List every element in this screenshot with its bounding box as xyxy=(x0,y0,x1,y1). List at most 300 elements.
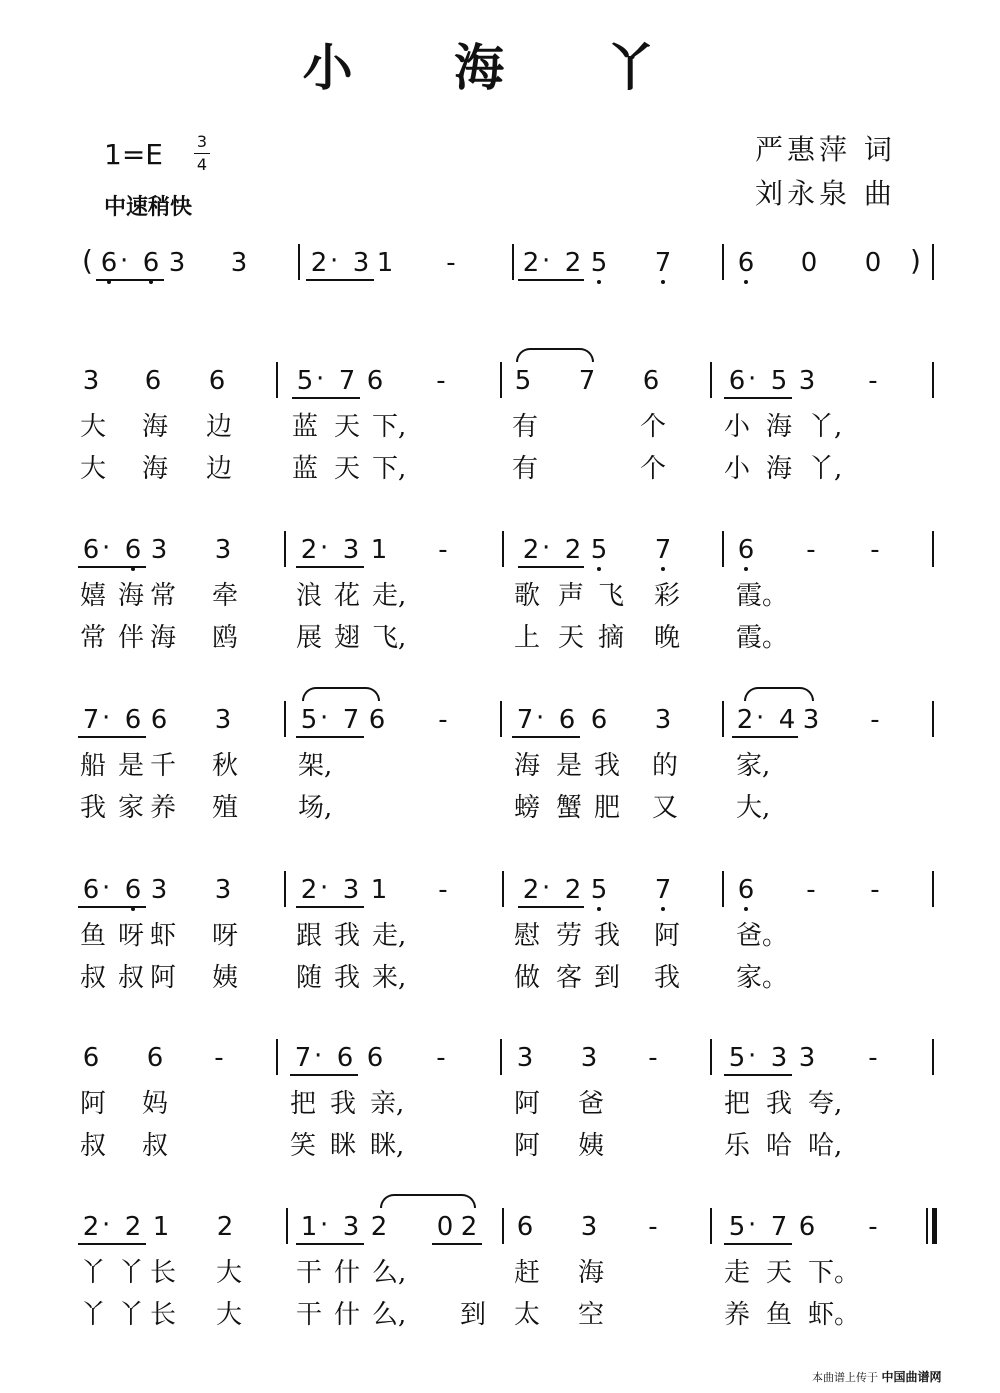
lyric-syllable: 把 xyxy=(724,1089,751,1119)
augmentation-dot: · xyxy=(314,1041,323,1071)
note: 3 xyxy=(214,875,232,905)
lyric-syllable: 海 xyxy=(514,751,541,781)
lyric-syllable: 长 xyxy=(150,1300,177,1330)
beam-underline xyxy=(290,1074,358,1076)
bar-line xyxy=(722,701,724,737)
note: 7 xyxy=(652,875,674,905)
note: 6 xyxy=(590,705,608,735)
lyric-syllable: 天 xyxy=(766,1258,793,1288)
lyric-syllable: 大 xyxy=(216,1300,243,1330)
note: 1 xyxy=(370,875,388,905)
lyric-syllable: 是 xyxy=(118,751,145,781)
lyric-syllable: 长 xyxy=(150,1258,177,1288)
note: 1 xyxy=(300,1212,318,1242)
note: 6 xyxy=(735,248,757,278)
lyric-syllable: 太 xyxy=(514,1300,541,1330)
lyric-syllable: 走, xyxy=(372,921,407,951)
note: 7 xyxy=(82,705,100,735)
tempo-marking: 中速稍快 xyxy=(104,195,193,220)
beam-underline xyxy=(724,1074,792,1076)
note: - xyxy=(436,1043,446,1073)
lyric-syllable: 小 xyxy=(724,454,751,484)
lyric-syllable: 呀 xyxy=(118,921,145,951)
beam-underline xyxy=(732,736,798,738)
note: 1 xyxy=(152,1212,170,1242)
bar-line xyxy=(500,701,502,737)
lyric-syllable: 架, xyxy=(298,751,333,781)
lyric-syllable: 眯 xyxy=(330,1131,357,1161)
lyric-syllable: 海 xyxy=(766,412,793,442)
lyric-syllable: 叔 xyxy=(80,963,107,993)
note: - xyxy=(806,875,816,905)
time-signature xyxy=(194,132,210,175)
note: 6 xyxy=(558,705,576,735)
beam-underline xyxy=(724,1243,792,1245)
note: 1 xyxy=(376,248,394,278)
lyric-syllable: 嬉 xyxy=(80,581,107,611)
lyric-syllable: 花 xyxy=(334,581,361,611)
augmentation-dot: · xyxy=(542,246,551,276)
note: 6 xyxy=(144,366,162,396)
note: 2 xyxy=(300,535,318,565)
lyric-syllable: 夸, xyxy=(808,1089,843,1119)
lyric-syllable: 的 xyxy=(652,751,679,781)
lyric-syllable: 眯, xyxy=(370,1131,405,1161)
bar-line xyxy=(932,362,934,398)
lyric-syllable: 笑 xyxy=(290,1131,317,1161)
note: 0 xyxy=(864,248,882,278)
lyric-syllable: 丫 xyxy=(118,1258,145,1288)
lyric-syllable: 把 xyxy=(290,1089,317,1119)
meter-denominator: 4 xyxy=(196,155,208,174)
lyric-syllable: 飞, xyxy=(372,623,407,653)
note: 6 xyxy=(642,366,660,396)
note: 6 xyxy=(798,1212,816,1242)
lyric-syllable: 摘 xyxy=(598,623,625,653)
note: 6 xyxy=(735,875,757,905)
lyric-syllable: 到 xyxy=(460,1300,487,1330)
lyric-syllable: 家 xyxy=(118,793,145,823)
note: 7 xyxy=(652,248,674,278)
bar-line xyxy=(722,244,724,280)
lyric-syllable: 殖 xyxy=(212,793,239,823)
note: 7 xyxy=(652,535,674,565)
lyric-syllable: 叔 xyxy=(118,963,145,993)
note: - xyxy=(868,1043,878,1073)
lyric-syllable: 个 xyxy=(640,454,667,484)
lyric-syllable: 有 xyxy=(512,412,539,442)
bar-line xyxy=(710,1039,712,1075)
lyric-syllable: 我 xyxy=(330,1089,357,1119)
lyric-syllable: 翅 xyxy=(334,623,361,653)
bar-line xyxy=(502,531,504,567)
lyric-syllable: 养 xyxy=(724,1300,751,1330)
lyric-syllable: 我 xyxy=(80,793,107,823)
augmentation-dot: · xyxy=(330,246,339,276)
lyric-syllable: 常 xyxy=(80,623,107,653)
lyric-syllable: 哈, xyxy=(808,1131,843,1161)
lyric-syllable: 霞。 xyxy=(736,581,789,611)
note: - xyxy=(438,535,448,565)
beam-underline xyxy=(96,279,164,281)
augmentation-dot: · xyxy=(102,703,111,733)
note: - xyxy=(648,1212,658,1242)
note: 6 xyxy=(366,1043,384,1073)
lyric-syllable: 呀 xyxy=(212,921,239,951)
augmentation-dot: · xyxy=(748,1210,757,1240)
note: - xyxy=(870,535,880,565)
bar-line xyxy=(512,244,514,280)
lyric-syllable: 丫 xyxy=(80,1300,107,1330)
composer-credit: 刘永泉 曲 xyxy=(755,177,896,210)
note: 5 xyxy=(728,1043,746,1073)
lyricist-credit: 严惠萍 词 xyxy=(755,133,896,166)
note: 6 xyxy=(82,875,100,905)
note: - xyxy=(438,705,448,735)
lyric-syllable: 下, xyxy=(372,454,407,484)
lyric-syllable: 下, xyxy=(372,412,407,442)
beam-underline xyxy=(292,397,360,399)
note: 2 xyxy=(522,875,540,905)
note: 6 xyxy=(208,366,226,396)
note: 5 xyxy=(588,248,610,278)
lyric-syllable: 霞。 xyxy=(736,623,789,653)
lyric-syllable: 蓝 xyxy=(292,412,319,442)
augmentation-dot: · xyxy=(320,533,329,563)
slur xyxy=(516,348,594,362)
lyric-syllable: 劳 xyxy=(556,921,583,951)
note: 6 xyxy=(82,535,100,565)
beam-underline xyxy=(78,566,146,568)
bar-line xyxy=(276,1039,278,1075)
augmentation-dot: · xyxy=(536,703,545,733)
lyric-syllable: 有 xyxy=(512,454,539,484)
augmentation-dot: · xyxy=(756,703,765,733)
lyric-syllable: 丫 xyxy=(80,1258,107,1288)
note: 4 xyxy=(778,705,796,735)
bar-line xyxy=(932,531,934,567)
lyric-syllable: 我 xyxy=(594,751,621,781)
lyric-syllable: 干 xyxy=(296,1258,323,1288)
note: 3 xyxy=(798,366,816,396)
lyric-syllable: 大 xyxy=(216,1258,243,1288)
bar-line xyxy=(500,362,502,398)
paren: ) xyxy=(910,244,921,277)
note: 7 xyxy=(770,1212,788,1242)
note: - xyxy=(868,366,878,396)
note: 7 xyxy=(342,705,360,735)
beam-underline xyxy=(296,1243,364,1245)
note: 2 xyxy=(564,248,582,278)
key-signature: 1=E xyxy=(104,138,163,171)
beam-underline xyxy=(306,279,374,281)
page-title: 小 海 丫 xyxy=(302,38,698,97)
lyric-syllable: 下。 xyxy=(808,1258,861,1288)
lyric-syllable: 场, xyxy=(298,793,333,823)
note: - xyxy=(870,705,880,735)
augmentation-dot: · xyxy=(542,533,551,563)
augmentation-dot: · xyxy=(120,246,129,276)
note: 3 xyxy=(82,366,100,396)
lyric-syllable: 海 xyxy=(766,454,793,484)
note: - xyxy=(868,1212,878,1242)
augmentation-dot: · xyxy=(320,873,329,903)
note: - xyxy=(870,875,880,905)
lyric-syllable: 上 xyxy=(514,623,541,653)
note: - xyxy=(648,1043,658,1073)
note: 3 xyxy=(168,248,186,278)
note: 2 xyxy=(564,875,582,905)
footer-note: 本曲谱上传于 xyxy=(812,1371,878,1384)
beam-underline xyxy=(518,566,584,568)
lyric-syllable: 姨 xyxy=(578,1131,605,1161)
lyric-syllable: 晚 xyxy=(654,623,681,653)
note: 3 xyxy=(342,535,360,565)
augmentation-dot: · xyxy=(320,1210,329,1240)
note: 5 xyxy=(300,705,318,735)
lyric-syllable: 大 xyxy=(80,412,107,442)
lyric-syllable: 海 xyxy=(150,623,177,653)
note: 6 xyxy=(98,248,120,278)
lyric-syllable: 海 xyxy=(142,454,169,484)
lyric-syllable: 做 xyxy=(514,963,541,993)
note: 3 xyxy=(214,705,232,735)
augmentation-dot: · xyxy=(748,364,757,394)
beam-underline xyxy=(78,1243,146,1245)
note: 2 xyxy=(82,1212,100,1242)
note: - xyxy=(446,248,456,278)
note: 6 xyxy=(146,1043,164,1073)
lyric-syllable: 我 xyxy=(766,1089,793,1119)
bar-line xyxy=(710,362,712,398)
note: 5 xyxy=(728,1212,746,1242)
note: 3 xyxy=(150,875,168,905)
note: - xyxy=(436,366,446,396)
beam-underline xyxy=(432,1243,482,1245)
note: 5 xyxy=(296,366,314,396)
slur xyxy=(744,687,814,701)
lyric-syllable: 丫, xyxy=(808,454,843,484)
note: - xyxy=(214,1043,224,1073)
note: 5 xyxy=(770,366,788,396)
note: 5 xyxy=(588,535,610,565)
bar-line xyxy=(284,701,286,737)
note: 6 xyxy=(728,366,746,396)
note: 2 xyxy=(370,1212,388,1242)
lyric-syllable: 歌 xyxy=(514,581,541,611)
beam-underline xyxy=(724,397,792,399)
lyric-syllable: 我 xyxy=(594,921,621,951)
lyric-syllable: 妈 xyxy=(142,1089,169,1119)
note: 7 xyxy=(338,366,356,396)
lyric-syllable: 个 xyxy=(640,412,667,442)
lyric-syllable: 空 xyxy=(578,1300,605,1330)
lyric-syllable: 大 xyxy=(80,454,107,484)
beam-underline xyxy=(512,736,580,738)
note: 6 xyxy=(336,1043,354,1073)
note: 3 xyxy=(654,705,672,735)
note: 0 xyxy=(800,248,818,278)
note: 6 xyxy=(122,535,144,565)
bar-line xyxy=(298,244,300,280)
bar-line xyxy=(502,871,504,907)
note: 7 xyxy=(516,705,534,735)
final-bar-line xyxy=(932,1208,937,1244)
lyric-syllable: 肥 xyxy=(594,793,621,823)
lyric-syllable: 我 xyxy=(654,963,681,993)
bar-line xyxy=(926,1208,928,1244)
lyric-syllable: 是 xyxy=(556,751,583,781)
lyric-syllable: 海 xyxy=(578,1258,605,1288)
lyric-syllable: 丫, xyxy=(808,412,843,442)
lyric-syllable: 干 xyxy=(296,1300,323,1330)
note: 3 xyxy=(342,1212,360,1242)
lyric-syllable: 边 xyxy=(206,454,233,484)
lyric-syllable: 丫 xyxy=(118,1300,145,1330)
lyric-syllable: 彩 xyxy=(654,581,681,611)
beam-underline xyxy=(518,906,584,908)
augmentation-dot: · xyxy=(748,1041,757,1071)
lyric-syllable: 阿 xyxy=(150,963,177,993)
beam-underline xyxy=(296,906,364,908)
lyric-syllable: 鱼 xyxy=(80,921,107,951)
slur xyxy=(302,687,380,701)
lyric-syllable: 我 xyxy=(334,963,361,993)
note: 6 xyxy=(735,535,757,565)
bar-line xyxy=(722,871,724,907)
lyric-syllable: 客 xyxy=(556,963,583,993)
augmentation-dot: · xyxy=(102,1210,111,1240)
beam-underline xyxy=(78,736,146,738)
note: 2 xyxy=(310,248,328,278)
lyric-syllable: 什 xyxy=(334,1258,361,1288)
lyric-syllable: 天 xyxy=(334,454,361,484)
lyric-syllable: 蓝 xyxy=(292,454,319,484)
note: 2 xyxy=(522,535,540,565)
note: 5 xyxy=(588,875,610,905)
lyric-syllable: 天 xyxy=(558,623,585,653)
lyric-syllable: 海 xyxy=(142,412,169,442)
note: 6 xyxy=(516,1212,534,1242)
note: 0 xyxy=(436,1212,454,1242)
lyric-syllable: 阿 xyxy=(80,1089,107,1119)
augmentation-dot: · xyxy=(316,364,325,394)
lyric-syllable: 什 xyxy=(334,1300,361,1330)
note: 6 xyxy=(124,705,142,735)
note: 7 xyxy=(294,1043,312,1073)
slur xyxy=(380,1194,476,1208)
lyric-syllable: 阿 xyxy=(514,1089,541,1119)
lyric-syllable: 鸥 xyxy=(212,623,239,653)
note: 3 xyxy=(342,875,360,905)
augmentation-dot: · xyxy=(542,873,551,903)
beam-underline xyxy=(78,906,146,908)
lyric-syllable: 家。 xyxy=(736,963,789,993)
augmentation-dot: · xyxy=(320,703,329,733)
note: 6 xyxy=(368,705,386,735)
paren: ( xyxy=(82,244,93,277)
note: 3 xyxy=(770,1043,788,1073)
beam-underline xyxy=(518,279,584,281)
lyric-syllable: 阿 xyxy=(654,921,681,951)
bar-line xyxy=(286,1208,288,1244)
bar-line xyxy=(722,531,724,567)
lyric-syllable: 叔 xyxy=(80,1131,107,1161)
lyric-syllable: 走 xyxy=(724,1258,751,1288)
bar-line xyxy=(710,1208,712,1244)
lyric-syllable: 又 xyxy=(652,793,679,823)
lyric-syllable: 船 xyxy=(80,751,107,781)
lyric-syllable: 么, xyxy=(372,1300,407,1330)
lyric-syllable: 家, xyxy=(736,751,771,781)
lyric-syllable: 赶 xyxy=(514,1258,541,1288)
note: 6 xyxy=(122,875,144,905)
note: 3 xyxy=(580,1043,598,1073)
lyric-syllable: 来, xyxy=(372,963,407,993)
lyric-syllable: 慰 xyxy=(514,921,541,951)
lyric-syllable: 走, xyxy=(372,581,407,611)
note: - xyxy=(806,535,816,565)
augmentation-dot: · xyxy=(102,873,111,903)
note: - xyxy=(438,875,448,905)
note: 2 xyxy=(300,875,318,905)
lyric-syllable: 声 xyxy=(558,581,585,611)
lyric-syllable: 常 xyxy=(150,581,177,611)
note: 1 xyxy=(370,535,388,565)
lyric-syllable: 飞 xyxy=(598,581,625,611)
note: 2 xyxy=(216,1212,234,1242)
lyric-syllable: 跟 xyxy=(296,921,323,951)
bar-line xyxy=(932,1039,934,1075)
lyric-syllable: 鱼 xyxy=(766,1300,793,1330)
lyric-syllable: 边 xyxy=(206,412,233,442)
lyric-syllable: 么, xyxy=(372,1258,407,1288)
lyric-syllable: 姨 xyxy=(212,963,239,993)
note: 6 xyxy=(366,366,384,396)
beam-underline xyxy=(296,736,364,738)
note: 3 xyxy=(516,1043,534,1073)
note: 2 xyxy=(736,705,754,735)
lyric-syllable: 阿 xyxy=(514,1131,541,1161)
beam-underline xyxy=(296,566,364,568)
note: 3 xyxy=(214,535,232,565)
lyric-syllable: 哈 xyxy=(766,1131,793,1161)
note: 2 xyxy=(522,248,540,278)
note: 6 xyxy=(140,248,162,278)
note: 3 xyxy=(802,705,820,735)
bar-line xyxy=(502,1208,504,1244)
lyric-syllable: 展 xyxy=(296,623,323,653)
note: 2 xyxy=(124,1212,142,1242)
lyric-syllable: 海 xyxy=(118,581,145,611)
note: 3 xyxy=(580,1212,598,1242)
lyric-syllable: 叔 xyxy=(142,1131,169,1161)
lyric-syllable: 虾 xyxy=(150,921,177,951)
bar-line xyxy=(284,871,286,907)
note: 2 xyxy=(564,535,582,565)
lyric-syllable: 乐 xyxy=(724,1131,751,1161)
lyric-syllable: 牵 xyxy=(212,581,239,611)
lyric-syllable: 我 xyxy=(334,921,361,951)
lyric-syllable: 螃 xyxy=(514,793,541,823)
lyric-syllable: 蟹 xyxy=(556,793,583,823)
lyric-syllable: 爸 xyxy=(578,1089,605,1119)
bar-line xyxy=(500,1039,502,1075)
lyric-syllable: 浪 xyxy=(296,581,323,611)
note: 2 xyxy=(460,1212,478,1242)
lyric-syllable: 虾。 xyxy=(808,1300,861,1330)
lyric-syllable: 随 xyxy=(296,963,323,993)
